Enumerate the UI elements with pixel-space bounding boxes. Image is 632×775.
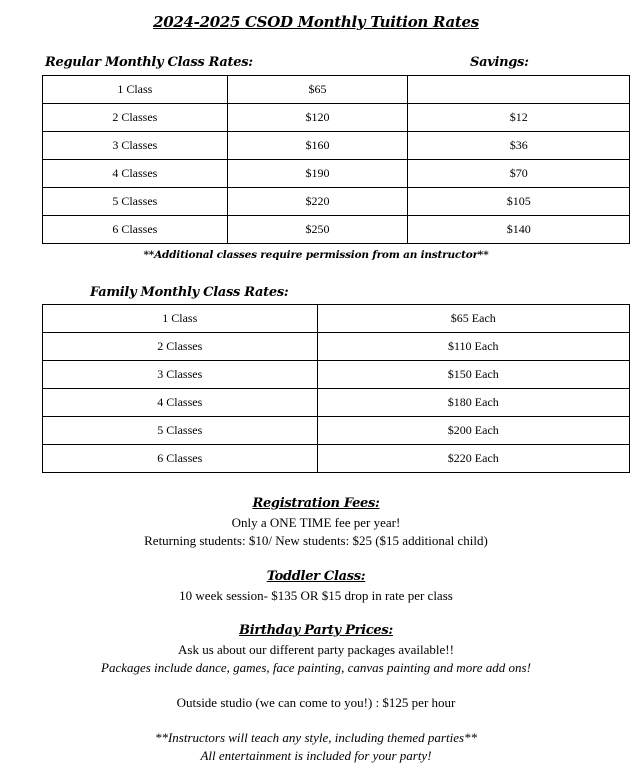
class-count: 1 Class: [43, 76, 228, 104]
price-each: $220 Each: [317, 445, 629, 473]
class-count: 3 Classes: [43, 361, 318, 389]
class-count: 5 Classes: [43, 417, 318, 445]
table-row: [43, 389, 630, 417]
birthday-line-2: Packages include dance, games, face painting, canvas painting and more add ons!: [101, 660, 531, 675]
table-row: [43, 361, 630, 389]
additional-classes-note: **Additional classes require permission from an instructor**: [143, 249, 489, 261]
regular-rates-heading: Regular Monthly Class Rates:: [45, 55, 253, 70]
page-title: 2024-2025 CSOD Monthly Tuition Rates: [153, 13, 479, 31]
regular-rates-table: [42, 75, 630, 244]
price-each: $110 Each: [317, 333, 629, 361]
birthday-heading: Birthday Party Prices:: [239, 623, 393, 638]
table-row: [43, 76, 630, 104]
family-rates-table: [42, 304, 630, 473]
price-each: $150 Each: [317, 361, 629, 389]
registration-heading: Registration Fees:: [252, 496, 380, 511]
family-rates-heading: Family Monthly Class Rates:: [90, 285, 289, 300]
birthday-line-1: Ask us about our different party packages available!!: [178, 642, 454, 657]
class-count: 2 Classes: [43, 104, 228, 132]
savings-amount: $36: [408, 132, 630, 160]
birthday-line-5: All entertainment is included for your party!: [200, 748, 432, 763]
outside-studio-price: Outside studio (we can come to you!) : $125 per hour: [176, 695, 456, 710]
savings-amount: [408, 76, 630, 104]
class-count: 3 Classes: [43, 132, 228, 160]
class-count: 1 Class: [43, 305, 318, 333]
monthly-price: $220: [227, 188, 408, 216]
registration-line-2: Returning students: $10/ New students: $25 ($15 additional child): [144, 533, 488, 548]
table-row: [43, 104, 630, 132]
monthly-price: $120: [227, 104, 408, 132]
table-row: [43, 160, 630, 188]
table-row: [43, 132, 630, 160]
savings-amount: $105: [408, 188, 630, 216]
savings-amount: $12: [408, 104, 630, 132]
table-row: [43, 445, 630, 473]
price-each: $65 Each: [317, 305, 629, 333]
table-row: [43, 216, 630, 244]
class-count: 6 Classes: [43, 216, 228, 244]
class-count: 6 Classes: [43, 445, 318, 473]
toddler-heading: Toddler Class:: [266, 569, 366, 584]
table-row: [43, 417, 630, 445]
class-count: 5 Classes: [43, 188, 228, 216]
monthly-price: $190: [227, 160, 408, 188]
class-count: 2 Classes: [43, 333, 318, 361]
table-row: [43, 333, 630, 361]
class-count: 4 Classes: [43, 160, 228, 188]
table-row: [43, 188, 630, 216]
price-each: $200 Each: [317, 417, 629, 445]
savings-heading: Savings:: [470, 55, 529, 70]
birthday-line-4: **Instructors will teach any style, including themed parties**: [154, 730, 478, 745]
savings-amount: $70: [408, 160, 630, 188]
monthly-price: $160: [227, 132, 408, 160]
monthly-price: $65: [227, 76, 408, 104]
table-row: [43, 305, 630, 333]
class-count: 4 Classes: [43, 389, 318, 417]
price-each: $180 Each: [317, 389, 629, 417]
savings-amount: $140: [408, 216, 630, 244]
registration-line-1: Only a ONE TIME fee per year!: [231, 515, 401, 530]
toddler-line-1: 10 week session- $135 OR $15 drop in rate per class: [179, 588, 453, 603]
monthly-price: $250: [227, 216, 408, 244]
